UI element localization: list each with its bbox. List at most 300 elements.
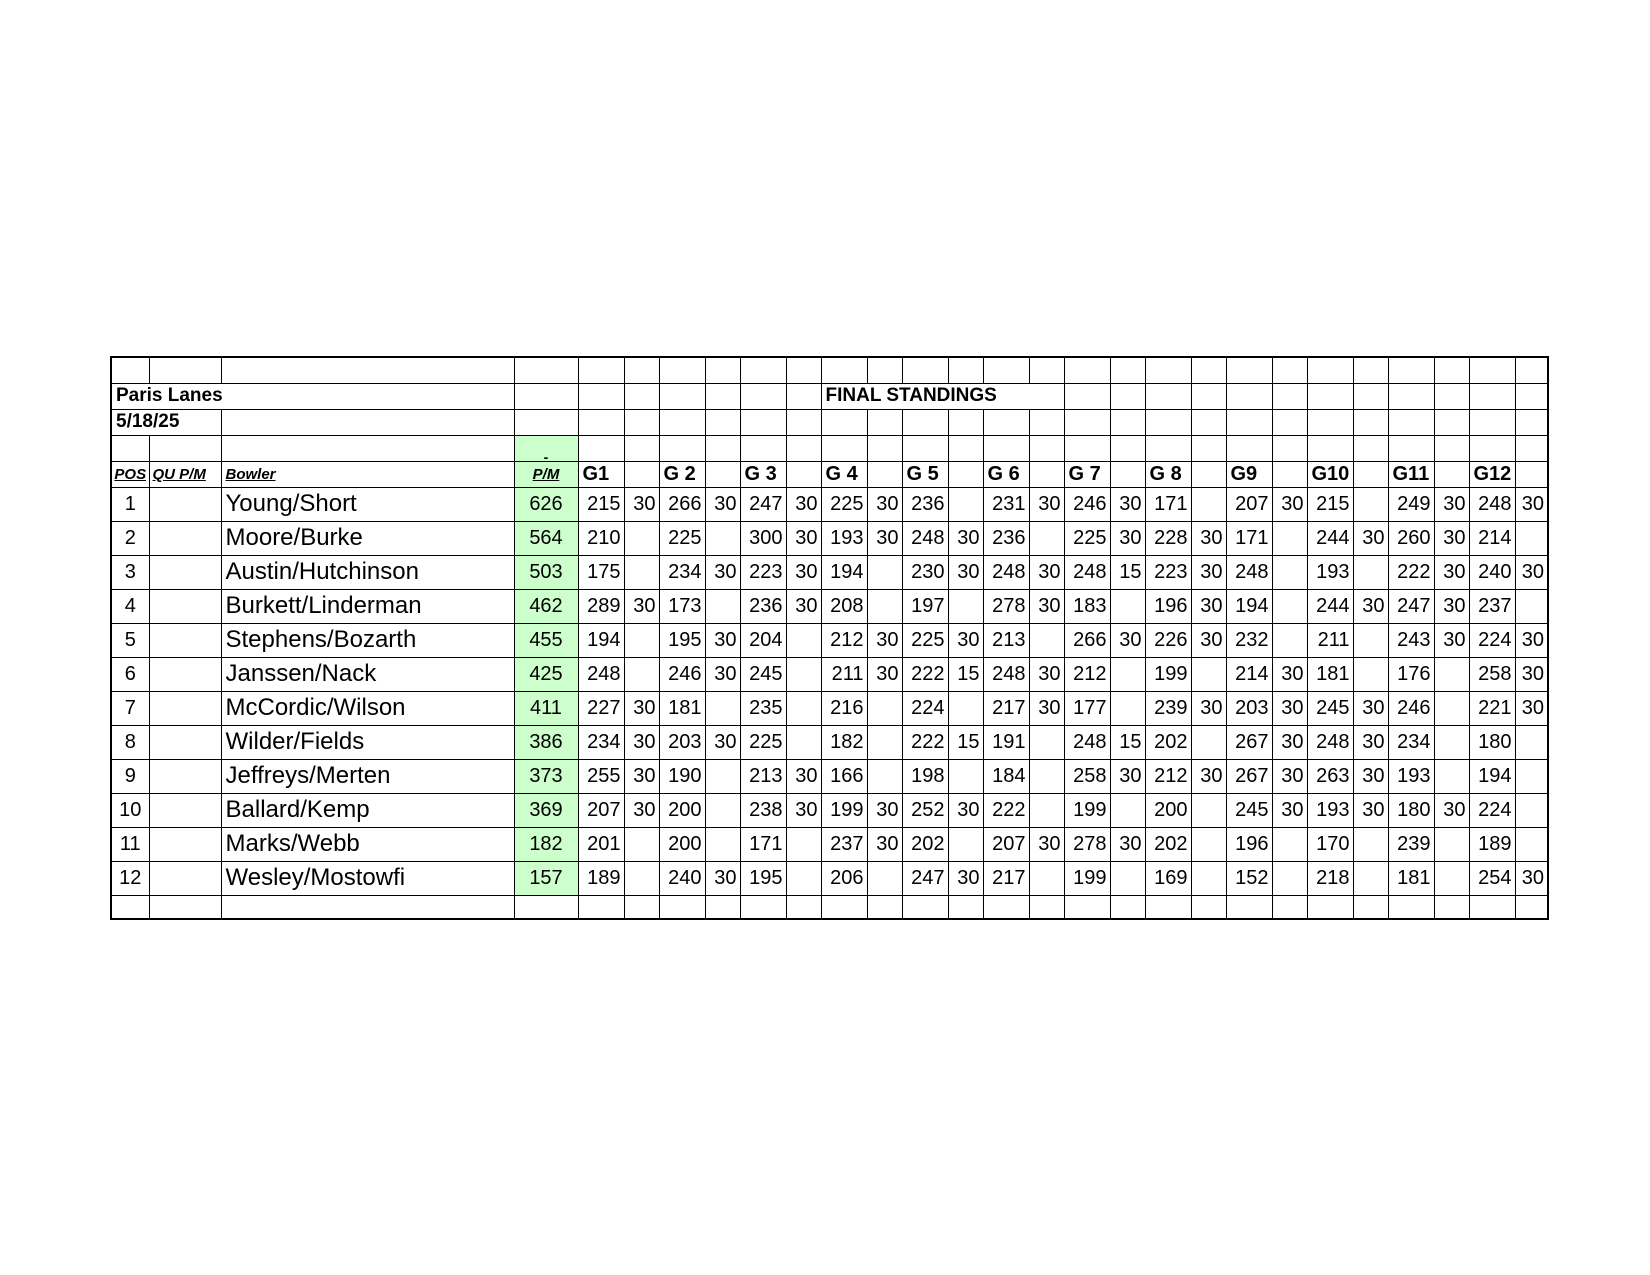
game-bonus: [1353, 623, 1388, 657]
pm-value: 411: [514, 691, 578, 725]
game-score: 225: [659, 521, 705, 555]
qu-pm-cell: [149, 725, 221, 759]
table-row: [111, 589, 1548, 623]
empty-cell: [902, 895, 948, 919]
game-bonus: [786, 827, 821, 861]
qu-pm-cell: [149, 623, 221, 657]
game-bonus: [1434, 827, 1469, 861]
game-bonus: 30: [705, 725, 740, 759]
qu-pm-cell: [149, 827, 221, 861]
game-score: 223: [1145, 555, 1191, 589]
game-score: 202: [902, 827, 948, 861]
game-score: 245: [1226, 793, 1272, 827]
game-bonus: 30: [1191, 759, 1226, 793]
game-score: 211: [821, 657, 867, 691]
empty-cell: [867, 895, 902, 919]
game-bonus: [1029, 759, 1064, 793]
game-bonus: [1353, 827, 1388, 861]
game-score: 199: [821, 793, 867, 827]
game-header-12: G12: [1469, 461, 1515, 487]
table-row: [111, 759, 1548, 793]
game-bonus: 30: [1029, 589, 1064, 623]
game-score: 180: [1469, 725, 1515, 759]
game-bonus: [786, 691, 821, 725]
header-row: [111, 461, 1548, 487]
game-bonus: [1434, 759, 1469, 793]
game-score: 207: [578, 793, 624, 827]
game-score: 267: [1226, 725, 1272, 759]
game-score: 225: [740, 725, 786, 759]
pm-value: 455: [514, 623, 578, 657]
game-bonus-header-2: [705, 461, 740, 487]
game-score: 234: [1388, 725, 1434, 759]
game-score: 193: [1307, 555, 1353, 589]
game-score: 247: [740, 487, 786, 521]
game-score: 258: [1469, 657, 1515, 691]
table-row: [111, 725, 1548, 759]
empty-cell: [1191, 895, 1226, 919]
game-score: 263: [1307, 759, 1353, 793]
standings-title: FINAL STANDINGS: [821, 383, 1064, 409]
game-score: 193: [1388, 759, 1434, 793]
game-score: 180: [1388, 793, 1434, 827]
location-label: Paris Lanes: [111, 383, 514, 409]
bowler-name: Janssen/Nack: [221, 657, 514, 691]
game-bonus: 30: [1110, 827, 1145, 861]
empty-cell: [1272, 895, 1307, 919]
game-bonus: 30: [786, 487, 821, 521]
game-bonus: 30: [786, 793, 821, 827]
game-bonus-header-10: [1353, 461, 1388, 487]
game-bonus: 30: [1191, 691, 1226, 725]
pm-value: 373: [514, 759, 578, 793]
pm-value: 182: [514, 827, 578, 861]
game-bonus: 30: [705, 623, 740, 657]
game-bonus: [705, 759, 740, 793]
game-score: 239: [1388, 827, 1434, 861]
game-score: 249: [1388, 487, 1434, 521]
game-score: 246: [1064, 487, 1110, 521]
game-bonus: 30: [1191, 589, 1226, 623]
pm-value: 157: [514, 861, 578, 895]
game-score: 248: [578, 657, 624, 691]
game-bonus: [1272, 589, 1307, 623]
game-bonus: [948, 589, 983, 623]
position-cell: 7: [111, 691, 149, 725]
game-score: 240: [1469, 555, 1515, 589]
game-score: 169: [1145, 861, 1191, 895]
game-bonus: 30: [786, 589, 821, 623]
game-score: 243: [1388, 623, 1434, 657]
game-bonus: 30: [1272, 691, 1307, 725]
game-score: 197: [902, 589, 948, 623]
game-score: 203: [659, 725, 705, 759]
game-score: 252: [902, 793, 948, 827]
game-bonus: 30: [948, 555, 983, 589]
position-cell: 11: [111, 827, 149, 861]
game-score: 166: [821, 759, 867, 793]
game-score: 184: [983, 759, 1029, 793]
game-bonus: [1029, 861, 1064, 895]
qu-pm-cell: [149, 691, 221, 725]
game-bonus: [1110, 793, 1145, 827]
game-score: 221: [1469, 691, 1515, 725]
empty-cell: [149, 895, 221, 919]
bowler-header: Bowler: [221, 461, 514, 487]
game-score: 181: [1307, 657, 1353, 691]
game-bonus-header-9: [1272, 461, 1307, 487]
position-cell: 2: [111, 521, 149, 555]
standings-sheet: [110, 356, 1549, 920]
game-bonus: [948, 827, 983, 861]
game-bonus: 30: [1272, 487, 1307, 521]
game-bonus: 30: [1515, 861, 1548, 895]
empty-cell: [1226, 895, 1272, 919]
game-score: 230: [902, 555, 948, 589]
game-score: 215: [1307, 487, 1353, 521]
game-score: 191: [983, 725, 1029, 759]
game-score: 248: [1226, 555, 1272, 589]
game-bonus: [1353, 657, 1388, 691]
game-score: 214: [1469, 521, 1515, 555]
game-score: 212: [821, 623, 867, 657]
game-bonus: [705, 589, 740, 623]
game-score: 212: [1064, 657, 1110, 691]
game-bonus: [1110, 691, 1145, 725]
game-bonus: [705, 521, 740, 555]
game-bonus: 30: [1515, 623, 1548, 657]
game-score: 199: [1145, 657, 1191, 691]
game-bonus-header-12: [1515, 461, 1548, 487]
pos-header: POS: [111, 461, 149, 487]
empty-cell: [624, 895, 659, 919]
game-score: 244: [1307, 589, 1353, 623]
game-bonus: [1110, 657, 1145, 691]
game-score: 213: [740, 759, 786, 793]
bowler-name: Stephens/Bozarth: [221, 623, 514, 657]
game-score: 228: [1145, 521, 1191, 555]
position-cell: 9: [111, 759, 149, 793]
game-score: 207: [983, 827, 1029, 861]
game-bonus: 30: [624, 589, 659, 623]
game-score: 300: [740, 521, 786, 555]
game-score: 171: [1145, 487, 1191, 521]
game-bonus: 30: [867, 657, 902, 691]
game-header-5: G 5: [902, 461, 948, 487]
game-bonus: [1434, 861, 1469, 895]
qu-pm-cell: [149, 759, 221, 793]
game-score: 206: [821, 861, 867, 895]
game-bonus: [786, 725, 821, 759]
game-bonus: 30: [948, 861, 983, 895]
game-score: 289: [578, 589, 624, 623]
game-bonus: [1515, 793, 1548, 827]
game-score: 278: [1064, 827, 1110, 861]
game-bonus: 30: [1029, 691, 1064, 725]
game-bonus: [1029, 725, 1064, 759]
game-bonus: 15: [948, 725, 983, 759]
game-score: 196: [1145, 589, 1191, 623]
bowler-name: Wilder/Fields: [221, 725, 514, 759]
game-score: 222: [902, 725, 948, 759]
pm-value: 386: [514, 725, 578, 759]
game-bonus: [786, 623, 821, 657]
empty-cell: [983, 895, 1029, 919]
game-bonus: 30: [1515, 691, 1548, 725]
game-header-4: G 4: [821, 461, 867, 487]
game-bonus: [705, 793, 740, 827]
game-score: 236: [983, 521, 1029, 555]
game-score: 215: [578, 487, 624, 521]
game-score: 255: [578, 759, 624, 793]
game-score: 225: [821, 487, 867, 521]
game-score: 210: [578, 521, 624, 555]
game-score: 183: [1064, 589, 1110, 623]
game-score: 208: [821, 589, 867, 623]
qu-pm-cell: [149, 657, 221, 691]
game-bonus: 30: [867, 487, 902, 521]
position-cell: 6: [111, 657, 149, 691]
game-bonus: 30: [786, 521, 821, 555]
game-bonus: [1272, 861, 1307, 895]
empty-cell: [1110, 895, 1145, 919]
game-score: 248: [902, 521, 948, 555]
game-bonus: 30: [1110, 759, 1145, 793]
game-score: 248: [1469, 487, 1515, 521]
game-score: 244: [1307, 521, 1353, 555]
game-score: 200: [1145, 793, 1191, 827]
empty-cell: [1145, 895, 1191, 919]
game-score: 198: [902, 759, 948, 793]
game-score: 258: [1064, 759, 1110, 793]
game-score: 240: [659, 861, 705, 895]
empty-cell: [578, 895, 624, 919]
empty-cell: [705, 895, 740, 919]
game-bonus: [1353, 555, 1388, 589]
game-score: 218: [1307, 861, 1353, 895]
game-header-7: G 7: [1064, 461, 1110, 487]
qu-pm-cell: [149, 487, 221, 521]
game-score: 200: [659, 793, 705, 827]
empty-cell: [111, 895, 149, 919]
game-bonus: 30: [1434, 521, 1469, 555]
qu-pm-cell: [149, 861, 221, 895]
game-score: 152: [1226, 861, 1272, 895]
game-bonus: 30: [705, 555, 740, 589]
game-header-1: G1: [578, 461, 624, 487]
bowler-name: Marks/Webb: [221, 827, 514, 861]
pm-value: 626: [514, 487, 578, 521]
game-score: 254: [1469, 861, 1515, 895]
game-score: 207: [1226, 487, 1272, 521]
qu-pm-header: QU P/M: [149, 461, 221, 487]
game-bonus: 30: [624, 759, 659, 793]
game-score: 199: [1064, 793, 1110, 827]
game-bonus: 30: [1434, 623, 1469, 657]
game-score: 195: [659, 623, 705, 657]
bowler-name: Austin/Hutchinson: [221, 555, 514, 589]
game-header-8: G 8: [1145, 461, 1191, 487]
game-bonus: [948, 691, 983, 725]
bowler-name: Jeffreys/Merten: [221, 759, 514, 793]
game-score: 234: [578, 725, 624, 759]
game-score: 222: [983, 793, 1029, 827]
game-bonus: 30: [1434, 793, 1469, 827]
game-bonus: 30: [948, 623, 983, 657]
game-bonus: 30: [867, 793, 902, 827]
game-bonus: 30: [1353, 793, 1388, 827]
spacer-row: [111, 435, 1548, 461]
game-score: 236: [902, 487, 948, 521]
game-score: 278: [983, 589, 1029, 623]
game-bonus-header-1: [624, 461, 659, 487]
game-bonus: [1272, 623, 1307, 657]
game-bonus: [624, 623, 659, 657]
position-cell: 3: [111, 555, 149, 589]
position-cell: 4: [111, 589, 149, 623]
empty-cell: [1434, 895, 1469, 919]
game-score: 212: [1145, 759, 1191, 793]
game-bonus: [705, 691, 740, 725]
game-bonus: 30: [1029, 487, 1064, 521]
game-score: 222: [902, 657, 948, 691]
table-row: [111, 827, 1548, 861]
game-score: 189: [1469, 827, 1515, 861]
game-score: 248: [1307, 725, 1353, 759]
game-bonus: [624, 657, 659, 691]
game-bonus: 30: [867, 623, 902, 657]
game-bonus: 30: [1515, 657, 1548, 691]
game-score: 248: [983, 555, 1029, 589]
position-cell: 10: [111, 793, 149, 827]
game-score: 246: [1388, 691, 1434, 725]
table-row: [111, 623, 1548, 657]
game-score: 190: [659, 759, 705, 793]
game-score: 194: [1226, 589, 1272, 623]
bowler-name: Ballard/Kemp: [221, 793, 514, 827]
game-bonus: 30: [624, 725, 659, 759]
game-bonus: [1353, 487, 1388, 521]
game-score: 239: [1145, 691, 1191, 725]
game-bonus: [1191, 861, 1226, 895]
game-score: 247: [1388, 589, 1434, 623]
bowler-name: Burkett/Linderman: [221, 589, 514, 623]
pm-dash: -: [514, 435, 578, 461]
pm-value: 369: [514, 793, 578, 827]
game-bonus: [786, 657, 821, 691]
table-row: [111, 691, 1548, 725]
game-bonus: 30: [1029, 555, 1064, 589]
table-row: [111, 521, 1548, 555]
game-bonus: 30: [1272, 759, 1307, 793]
empty-cell: [514, 895, 578, 919]
game-score: 234: [659, 555, 705, 589]
game-score: 171: [740, 827, 786, 861]
game-bonus: [1272, 521, 1307, 555]
bowler-name: Young/Short: [221, 487, 514, 521]
game-score: 193: [1307, 793, 1353, 827]
game-score: 204: [740, 623, 786, 657]
qu-pm-cell: [149, 793, 221, 827]
game-bonus: [1191, 793, 1226, 827]
game-bonus-header-8: [1191, 461, 1226, 487]
pm-value: 462: [514, 589, 578, 623]
game-score: 199: [1064, 861, 1110, 895]
game-bonus: 30: [705, 861, 740, 895]
qu-pm-cell: [149, 555, 221, 589]
table-row: [111, 487, 1548, 521]
game-score: 217: [983, 861, 1029, 895]
game-bonus: 30: [1353, 759, 1388, 793]
game-score: 176: [1388, 657, 1434, 691]
game-bonus: 30: [624, 793, 659, 827]
table-row: [111, 555, 1548, 589]
game-bonus: 30: [1353, 725, 1388, 759]
game-bonus: [624, 861, 659, 895]
game-bonus: 30: [867, 827, 902, 861]
empty-cell: [1515, 895, 1548, 919]
game-score: 201: [578, 827, 624, 861]
game-bonus: 30: [1191, 623, 1226, 657]
game-score: 238: [740, 793, 786, 827]
bottom-empty-row: [111, 895, 1548, 919]
empty-cell: [1353, 895, 1388, 919]
game-bonus: [1191, 657, 1226, 691]
game-score: 195: [740, 861, 786, 895]
game-bonus: [1191, 725, 1226, 759]
game-bonus-header-6: [1029, 461, 1064, 487]
game-score: 194: [821, 555, 867, 589]
game-bonus: [867, 589, 902, 623]
game-bonus: 30: [1191, 555, 1226, 589]
game-score: 224: [1469, 623, 1515, 657]
game-header-11: G11: [1388, 461, 1434, 487]
game-bonus: 30: [1353, 691, 1388, 725]
table-row: [111, 861, 1548, 895]
position-cell: 12: [111, 861, 149, 895]
date-row: [111, 409, 1548, 435]
game-bonus: 30: [624, 487, 659, 521]
game-score: 245: [1307, 691, 1353, 725]
game-score: 235: [740, 691, 786, 725]
game-score: 202: [1145, 827, 1191, 861]
bowler-name: Wesley/Mostowfi: [221, 861, 514, 895]
game-score: 196: [1226, 827, 1272, 861]
game-score: 203: [1226, 691, 1272, 725]
game-score: 232: [1226, 623, 1272, 657]
game-score: 181: [659, 691, 705, 725]
game-bonus: 30: [1353, 589, 1388, 623]
game-bonus: 30: [1272, 657, 1307, 691]
game-bonus: [705, 827, 740, 861]
game-score: 225: [1064, 521, 1110, 555]
game-score: 171: [1226, 521, 1272, 555]
pm-value: 564: [514, 521, 578, 555]
empty-cell: [1469, 895, 1515, 919]
game-score: 173: [659, 589, 705, 623]
game-bonus: 30: [1272, 725, 1307, 759]
game-bonus: [867, 691, 902, 725]
game-bonus: [624, 521, 659, 555]
position-cell: 1: [111, 487, 149, 521]
empty-cell: [740, 895, 786, 919]
game-bonus: [1110, 589, 1145, 623]
game-bonus: [1515, 521, 1548, 555]
game-score: 193: [821, 521, 867, 555]
game-score: 224: [1469, 793, 1515, 827]
game-score: 266: [659, 487, 705, 521]
game-bonus: 30: [624, 691, 659, 725]
